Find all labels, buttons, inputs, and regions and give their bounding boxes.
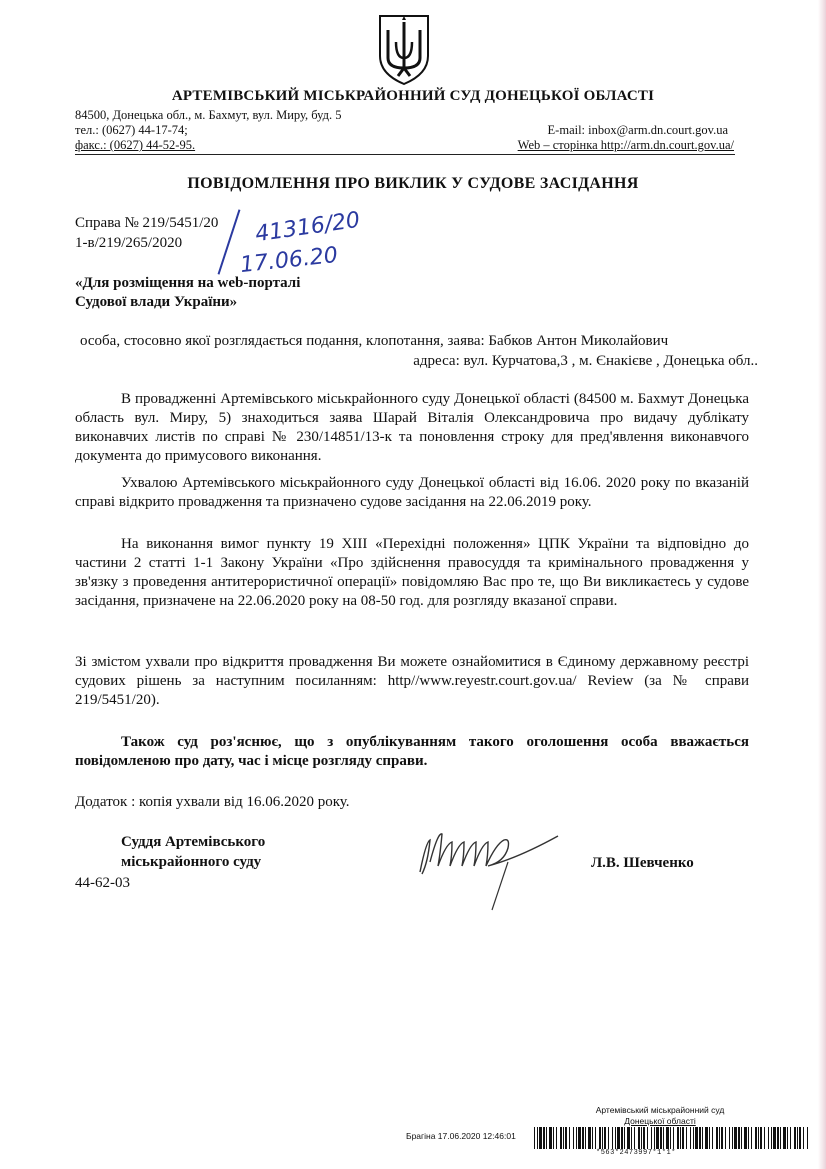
barcode-bar (768, 1127, 769, 1149)
barcode-bar (755, 1127, 757, 1149)
attachment-note: Додаток : копія ухвали від 16.06.2020 року. (75, 794, 350, 810)
barcode-bar (565, 1127, 567, 1149)
stamp-court-line2: Донецької області (624, 1116, 696, 1126)
barcode-bar (699, 1127, 701, 1149)
stamp-court-line1: Артемівський міськрайонний суд (595, 1105, 725, 1115)
court-address: 84500, Донецька обл., м. Бахмут, вул. Миру, буд. 5 (75, 108, 342, 122)
barcode-bar (595, 1127, 596, 1149)
barcode-bar (643, 1127, 645, 1149)
notice-title: ПОВІДОМЛЕННЯ ПРО ВИКЛИК У СУДОВЕ ЗАСІДАННЯ (187, 175, 639, 192)
barcode-bar (631, 1127, 632, 1149)
barcode-bar (549, 1127, 552, 1149)
trident-coat-of-arms-icon (376, 12, 432, 86)
barcode-bar (624, 1127, 625, 1149)
person-address: адреса: вул. Курчатова,3 , м. Єнакієве , Донецька обл.. (413, 353, 758, 369)
barcode-icon (534, 1127, 810, 1149)
barcode-bar (539, 1127, 542, 1149)
barcode-bar (634, 1127, 635, 1149)
barcode-bar (764, 1127, 765, 1149)
handwritten-registration-date: 17.06.20 (238, 242, 340, 279)
barcode-bar (721, 1127, 723, 1149)
barcode-bar (787, 1127, 788, 1149)
barcode-bar (803, 1127, 804, 1149)
barcode-bar (621, 1127, 623, 1149)
barcode-bar (729, 1127, 730, 1149)
case-sub-number: 1-в/219/265/2020 (75, 235, 183, 251)
barcode-bar (682, 1127, 684, 1149)
barcode-bar (738, 1127, 740, 1149)
barcode-bar (612, 1127, 613, 1149)
barcode-bar (585, 1127, 586, 1149)
barcode-bar (677, 1127, 679, 1149)
barcode-number: *563*2473997*1*1* (596, 1149, 676, 1157)
barcode-bar (686, 1127, 687, 1149)
portal-note-line1: «Для розміщення на web-порталі (75, 275, 301, 291)
barcode-bar (790, 1127, 791, 1149)
person-line: особа, стосовно якої розглядається подання, клопотання, заява: Бабков Антон Миколайович (80, 333, 669, 349)
barcode-bar (705, 1127, 708, 1149)
barcode-bar (588, 1127, 591, 1149)
barcode-bar (604, 1127, 606, 1149)
barcode-bar (647, 1127, 648, 1149)
barcode-bar (693, 1127, 694, 1149)
barcode-bar (615, 1127, 616, 1149)
barcode-bar (602, 1127, 603, 1149)
handwritten-slash (218, 209, 241, 274)
barcode-bar (617, 1127, 620, 1149)
barcode-bar (771, 1127, 772, 1149)
court-name: АРТЕМІВСЬКИЙ МІСЬКРАЙОННИЙ СУД ДОНЕЦЬКОЇ ОБЛАСТІ (171, 88, 655, 104)
barcode-bar (758, 1127, 759, 1149)
barcode-bar (670, 1127, 671, 1149)
barcode-bar (690, 1127, 691, 1149)
registration-stamp-court (560, 1105, 760, 1127)
court-email[interactable]: E-mail: inbox@arm.dn.court.gov.ua (547, 123, 728, 137)
barcode-bar (569, 1127, 570, 1149)
barcode-bar (732, 1127, 733, 1149)
barcode-bar (709, 1127, 710, 1149)
barcode-bar (556, 1127, 557, 1149)
court-fax: факс.: (0627) 44-52-95. (75, 138, 196, 152)
barcode-bar (573, 1127, 574, 1149)
barcode-bar (783, 1127, 786, 1149)
barcode-bar (777, 1127, 779, 1149)
barcode-bar (702, 1127, 703, 1149)
barcode-bar (560, 1127, 562, 1149)
barcode-bar (807, 1127, 808, 1149)
barcode-bar (582, 1127, 584, 1149)
handwritten-registration-number: 41316/20 (253, 207, 362, 248)
handwritten-signature-icon (408, 822, 568, 914)
paragraph-ruling: Ухвалою Артемівського міськрайонного суду Донецької області від 16.06. 2020 року по вказаній справі відкрито провадження та призначено судове засідання на 22.06.2019 року. (75, 475, 749, 510)
barcode-bar (553, 1127, 554, 1149)
barcode-bar (748, 1127, 749, 1149)
judge-phone: 44-62-03 (75, 875, 130, 891)
barcode-bar (725, 1127, 726, 1149)
barcode-bar (719, 1127, 720, 1149)
header-divider (75, 154, 735, 155)
barcode-bar (716, 1127, 718, 1149)
barcode-bar (537, 1127, 538, 1149)
barcode-bar (638, 1127, 640, 1149)
barcode-bar (680, 1127, 681, 1149)
registrar-timestamp: Брагіна 17.06.2020 12:46:01 (406, 1131, 516, 1141)
court-phone: тел.: (0627) 44-17-74; (75, 123, 188, 137)
barcode-bar (797, 1127, 798, 1149)
barcode-bar (627, 1127, 630, 1149)
barcode-bar (599, 1127, 601, 1149)
barcode-bar (744, 1127, 747, 1149)
barcode-bar (651, 1127, 652, 1149)
barcode-bar (546, 1127, 547, 1149)
judge-role-line1: Суддя Артемівського (121, 834, 266, 850)
barcode-bar (741, 1127, 742, 1149)
barcode-bar (543, 1127, 545, 1149)
barcode-bar (673, 1127, 674, 1149)
barcode-bar (734, 1127, 737, 1149)
barcode-bar (654, 1127, 655, 1149)
barcode-bar (712, 1127, 713, 1149)
barcode-bar (663, 1127, 664, 1149)
paragraph-summons: На виконання вимог пункту 19 XIII «Перехідні положення» ЦПК України та відповідно до частини 2 статті 1-1 Закону України «Про здійснення правосуддя та кримінального провадження у зв'язку з проведення антитерористичної операції» повідомляю Вас про те, що Ви викликаєтесь у судове засідання, призначене на 22.06.2020 року на 08-50 год. для розгляду вказаної справи. (75, 536, 749, 609)
barcode-bar (576, 1127, 577, 1149)
barcode-bar (760, 1127, 762, 1149)
barcode-bar (534, 1127, 535, 1149)
barcode-bar (660, 1127, 662, 1149)
barcode-bar (608, 1127, 609, 1149)
paragraph-registry-link: Зі змістом ухвали про відкриття провадження Ви можете ознайомитися в Єдиному державному реєстрі судових рішень за наступним посиланням: http//www.reyestr.court.gov.ua/ Review (за № справи 219/5451/20). (75, 654, 749, 708)
court-website[interactable]: Web – сторінка http://arm.dn.court.gov.ua/ (517, 138, 734, 152)
case-number: Справа № 219/5451/20 (75, 215, 219, 231)
barcode-bar (695, 1127, 698, 1149)
barcode-bar (794, 1127, 796, 1149)
portal-note-line2: Судової влади України» (75, 294, 238, 310)
barcode-bar (780, 1127, 781, 1149)
barcode-bar (773, 1127, 776, 1149)
judge-role-line2: міськрайонного суду (121, 854, 262, 870)
judge-name: Л.В. Шевченко (591, 855, 694, 871)
paragraph-proceedings: В провадженні Артемівського міськрайонного суду Донецької області (84500 м. Бахмут Донецька область вул. Миру, 5) знаходиться заява Шарай Віталія Олександровича про видачу дублікату виконавчих листів по справі № 230/14851/13-к та поновлення строку для пред'явлення виконавчого документа до примусового виконання. (75, 391, 749, 464)
barcode-bar (666, 1127, 669, 1149)
barcode-bar (578, 1127, 581, 1149)
barcode-bar (563, 1127, 564, 1149)
barcode-bar (641, 1127, 642, 1149)
barcode-bar (751, 1127, 752, 1149)
barcode-bar (799, 1127, 801, 1149)
barcode-bar (592, 1127, 593, 1149)
barcode-bar (656, 1127, 659, 1149)
paragraph-clarification: Також суд роз'яснює, що з опублікуванням такого оголошення особа вважається повідомленою про дату, час і місце розгляду справи. (75, 734, 749, 769)
